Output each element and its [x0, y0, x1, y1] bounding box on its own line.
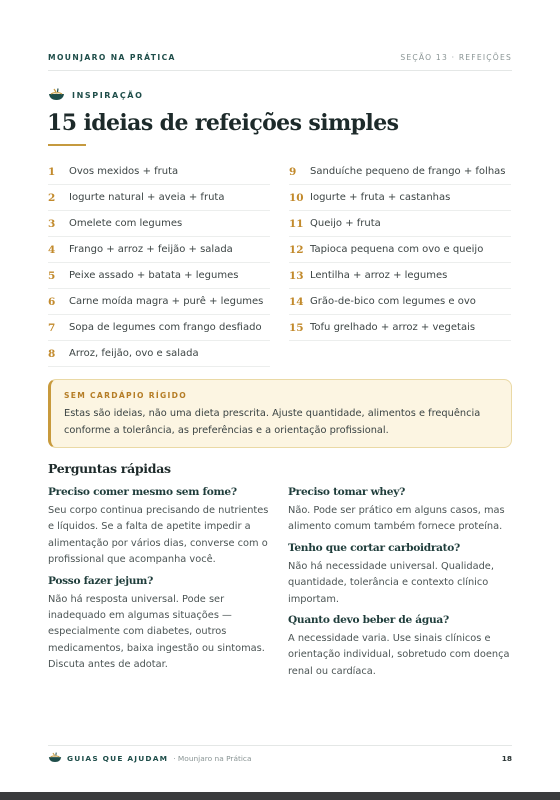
- bowl-icon: [48, 752, 62, 765]
- item-text: Omelete com legumes: [69, 218, 183, 229]
- page-header: [48, 53, 512, 62]
- list-item: [48, 341, 270, 367]
- faq-answer: Não há resposta universal. Pode ser inadequado em algumas situações — especialmente com diabetes, outros medicamentos, baixa ingestão ou sintomas. Discuta antes de adotar.: [48, 593, 265, 671]
- faq-item: [288, 614, 513, 680]
- item-number: 13: [289, 269, 304, 282]
- list-item: [48, 315, 270, 341]
- item-text: Iogurte natural + aveia + fruta: [69, 192, 225, 203]
- item-text: Arroz, feijão, ovo e salada: [69, 348, 199, 359]
- list-item: [48, 159, 270, 185]
- item-number: 11: [289, 217, 304, 230]
- faq-question: Quanto devo beber de água?: [288, 614, 449, 627]
- item-text: Ovos mexidos + fruta: [69, 166, 179, 177]
- item-number: 8: [48, 347, 56, 360]
- callout-box: [48, 379, 512, 448]
- bowl-icon: [48, 86, 65, 105]
- item-number: 15: [289, 321, 304, 334]
- item-number: 6: [48, 295, 56, 308]
- header-section: SEÇÃO 13 · REFEIÇÕES: [400, 53, 512, 62]
- footer-divider: [48, 745, 512, 746]
- item-number: 14: [289, 295, 304, 308]
- item-number: 4: [48, 243, 56, 256]
- list-item: [48, 185, 270, 211]
- kicker: [48, 86, 144, 105]
- list-item: [289, 289, 511, 315]
- list-item: [289, 185, 511, 211]
- ideas-list-left: [48, 159, 270, 367]
- faq-item: [48, 575, 273, 674]
- item-text: Tofu grelhado + arroz + vegetais: [310, 322, 476, 333]
- faq-answer: A necessidade varia. Use sinais clínicos e orientação individual, sobretudo com doença renal ou cardíaca.: [288, 633, 510, 677]
- faq-item: [48, 486, 273, 569]
- footer-subtitle: · Mounjaro na Prática: [173, 754, 252, 763]
- item-text: Carne moída magra + purê + legumes: [69, 296, 264, 307]
- item-text: Iogurte + fruta + castanhas: [310, 192, 451, 203]
- faq-question: Tenho que cortar carboidrato?: [288, 541, 460, 554]
- page-number: 18: [501, 754, 512, 763]
- kicker-label: INSPIRAÇÃO: [72, 91, 144, 100]
- item-number: 12: [289, 243, 304, 256]
- item-text: Queijo + fruta: [310, 218, 381, 229]
- faq-item: [288, 542, 513, 608]
- faq-item: [288, 486, 513, 536]
- faq-question: Preciso comer mesmo sem fome?: [48, 486, 237, 498]
- list-item: [289, 211, 511, 237]
- title-underline: [48, 144, 86, 146]
- item-text: Lentilha + arroz + legumes: [310, 270, 448, 281]
- list-item: [48, 211, 270, 237]
- item-number: 10: [289, 191, 304, 204]
- faq-answer: Seu corpo continua precisando de nutrientes e líquidos. Se a falta de apetite impedir a alimentação por vários dias, converse com o profissional que acompanha você.: [48, 505, 269, 566]
- list-item: [289, 237, 511, 263]
- faq-heading: Perguntas rápidas: [48, 461, 171, 476]
- faq-question: Posso fazer jejum?: [48, 574, 154, 587]
- page-footer: [48, 752, 512, 765]
- list-item: [48, 237, 270, 263]
- list-item: [289, 263, 511, 289]
- callout-body: Estas são ideias, não uma dieta prescrita. Ajuste quantidade, alimentos e frequência conforme a tolerância, as preferências e a orientação profissional.: [64, 408, 481, 436]
- ideas-list-right: [289, 159, 511, 341]
- faq-column-right: [288, 486, 513, 686]
- item-text: Grão-de-bico com legumes e ovo: [310, 296, 476, 307]
- page-title: 15 ideias de refeições simples: [47, 110, 399, 136]
- item-text: Peixe assado + batata + legumes: [69, 270, 239, 281]
- header-brand: MOUNJARO NA PRÁTICA: [48, 53, 176, 62]
- header-divider: [48, 70, 512, 71]
- callout-title: SEM CARDÁPIO RÍGIDO: [64, 391, 188, 400]
- list-item: [289, 315, 511, 341]
- footer-brand: GUIAS QUE AJUDAM: [67, 754, 169, 763]
- faq-column-left: [48, 486, 273, 680]
- item-number: 9: [289, 165, 297, 178]
- list-item: [289, 159, 511, 185]
- item-number: 1: [48, 165, 56, 178]
- item-text: Frango + arroz + feijão + salada: [69, 244, 233, 255]
- item-text: Tapioca pequena com ovo e queijo: [310, 244, 484, 255]
- item-number: 5: [48, 269, 56, 282]
- faq-question: Preciso tomar whey?: [288, 486, 406, 498]
- list-item: [48, 289, 270, 315]
- item-number: 7: [48, 321, 56, 334]
- faq-answer: Não. Pode ser prático em alguns casos, mas alimento comum também fornece proteína.: [288, 505, 505, 533]
- list-item: [48, 263, 270, 289]
- item-text: Sanduíche pequeno de frango + folhas: [310, 166, 506, 177]
- faq-answer: Não há necessidade universal. Qualidade, quantidade, tolerância e contexto clínico importam.: [288, 560, 494, 605]
- item-number: 3: [48, 217, 56, 230]
- item-number: 2: [48, 191, 56, 204]
- item-text: Sopa de legumes com frango desfiado: [69, 322, 262, 333]
